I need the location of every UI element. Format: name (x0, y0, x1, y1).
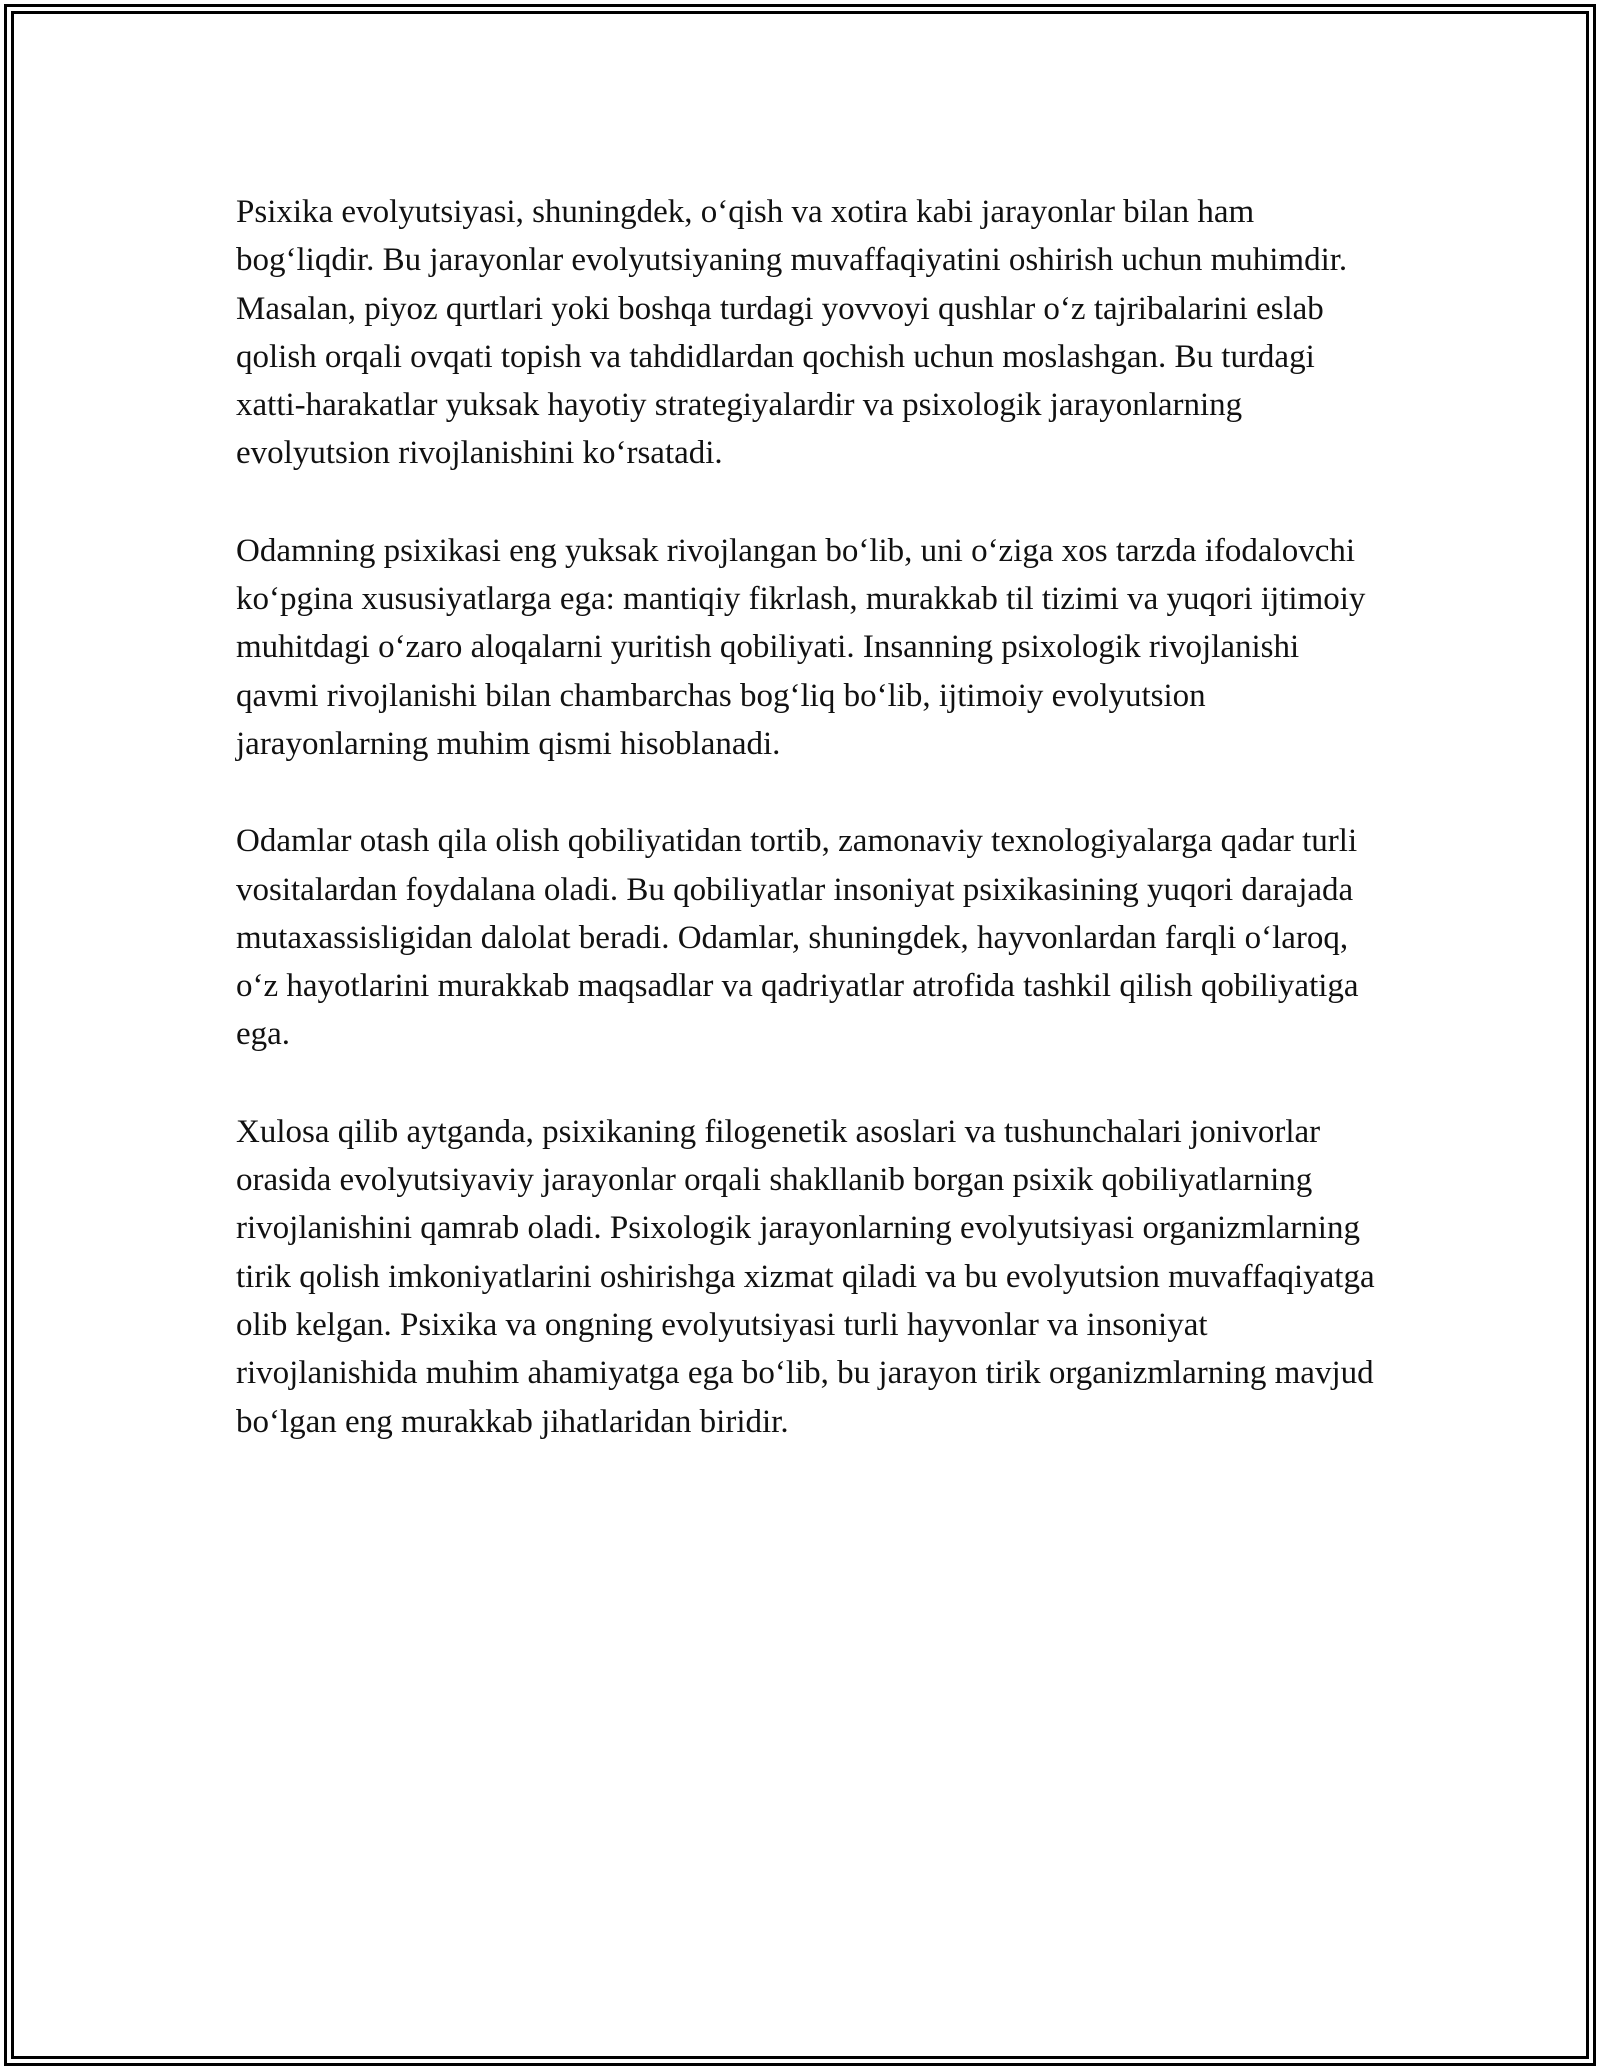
paragraph-4: Xulosa qilib aytganda, psixikaning filogenetik asoslari va tushunchalari jonivorlar orasida evolyutsiyaviy jarayonlar orqali shakllanib borgan psixik qobiliyatlarning rivojlanishini qamrab oladi. Psixologik jarayonlarning evolyutsiyasi organizmlarning tirik qolish imkoniyatlarini oshirishga xizmat qiladi va bu evolyutsion muvaffaqiyatga olib kelgan. Psixika va ongning evolyutsiyasi turli hayvonlar va insoniyat rivojlanishida muhim ahamiyatga ega bo‘lib, bu jarayon tirik organizmlarning mavjud bo‘lgan eng murakkab jihatlaridan biridir. (236, 1113, 1375, 1440)
paragraph-2: Odamning psixikasi eng yuksak rivojlangan bo‘lib, uni o‘ziga xos tarzda ifodalovchi ko‘pgina xususiyatlarga ega: mantiqiy fikrlash, murakkab til tizimi va yuqori ijtimoiy muhitdagi o‘zaro aloqalarni yuritish qobiliyati. Insanning psixologik rivojlanishi qavmi rivojlanishi bilan chambarchas bog‘liq bo‘lib, ijtimoiy evolyutsion jarayonlarning muhim qismi hisoblanadi. (236, 532, 1366, 762)
paragraph-3: Odamlar otash qila olish qobiliyatidan tortib, zamonaviy texnologiyalarga qadar turli vositalardan foydalana oladi. Bu qobiliyatlar insoniyat psixikasining yuqori darajada mutaxassisligidan dalolat beradi. Odamlar, shuningdek, hayvonlardan farqli o‘laroq, o‘z hayotlarini murakkab maqsadlar va qadriyatlar atrofida tashkil qilish qobiliyatiga ega. (236, 823, 1359, 1053)
paragraph-1: Psixika evolyutsiyasi, shuningdek, o‘qish va xotira kabi jarayonlar bilan ham bog‘liqdir. Bu jarayonlar evolyutsiyaning muvaffaqiyatini oshirish uchun muhimdir. Masalan, piyoz qurtlari yoki boshqa turdagi yovvoyi qushlar o‘z tajribalarini eslab qolish orqali ovqati topish va tahdidlardan qochish uchun moslashgan. Bu turdagi xatti-harakatlar yuksak hayotiy strategiyalardir va psixologik jarayonlarning evolyutsion rivojlanishini ko‘rsatadi. (236, 194, 1348, 472)
document-body (236, 188, 1386, 1495)
